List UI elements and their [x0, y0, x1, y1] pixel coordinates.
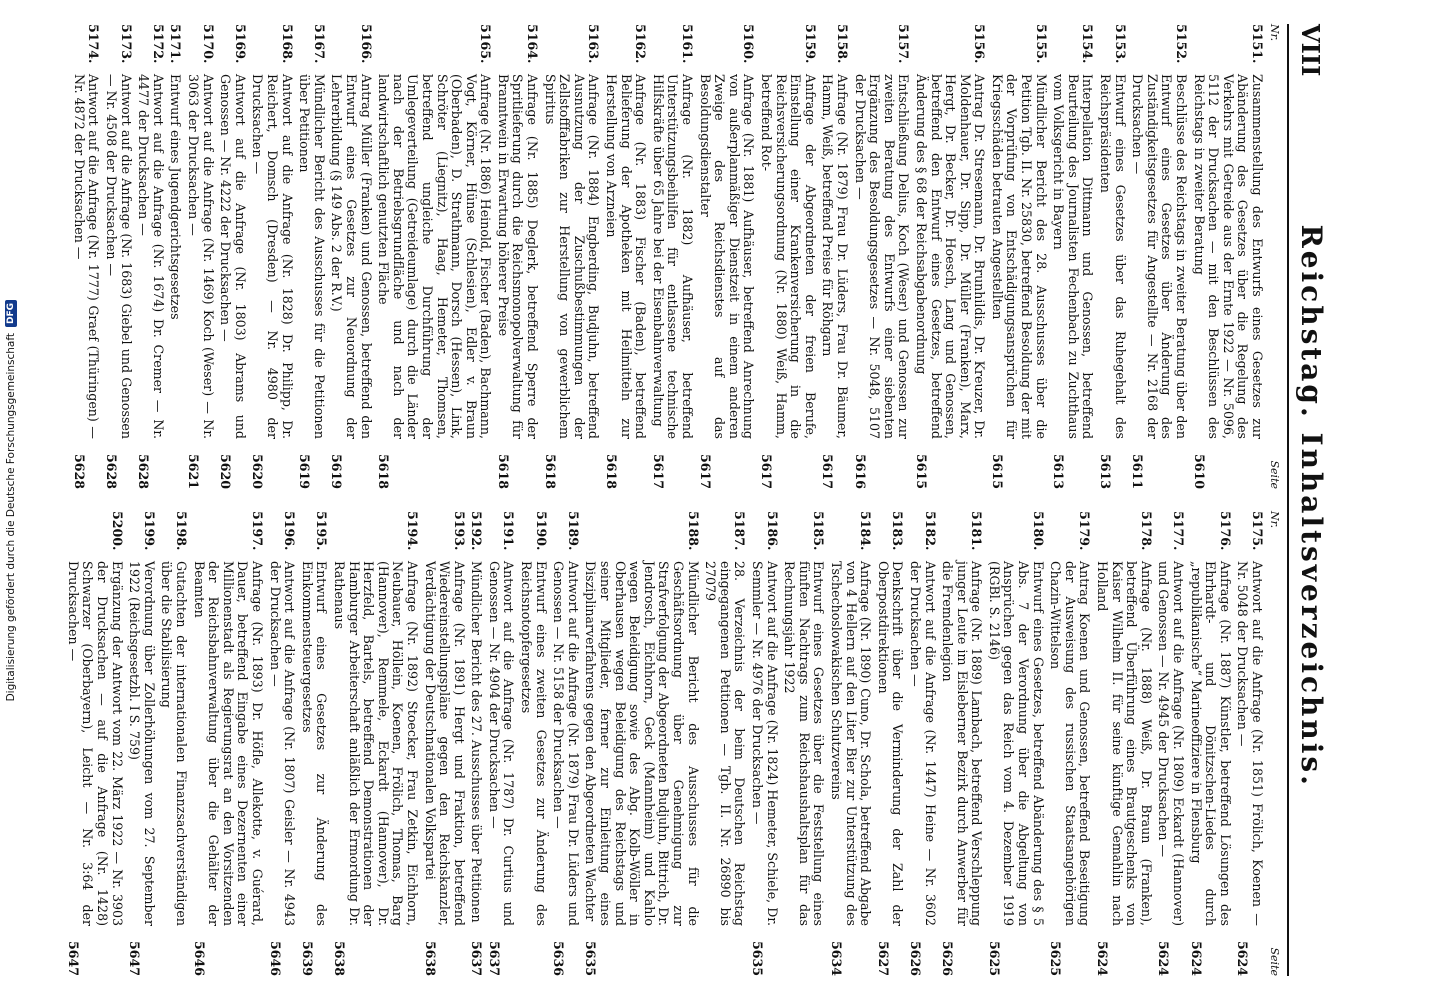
- page-reference: 5628: [71, 453, 87, 489]
- page-reference: 5637: [469, 940, 485, 976]
- page-reference: 5624: [1156, 940, 1172, 976]
- toc-entry: [469, 511, 484, 976]
- entry-number: 5190.: [533, 511, 549, 551]
- toc-entry: [986, 511, 1044, 976]
- entry-number: 5182.: [922, 511, 938, 551]
- entry-number: 5186.: [764, 511, 780, 551]
- entry-number: 5168.: [279, 24, 295, 64]
- column-head: [1268, 511, 1281, 976]
- toc-entry: [299, 511, 328, 976]
- entry-text: Anfrage (Nr. 1882) Aufhäuser, betreffend Unterstützungsbeihilfen für entlassene technische Hilfskräfte über 65 Jahre bei der Eisenbahnverwaltung: [650, 74, 696, 439]
- page-reference: 5613: [1098, 453, 1114, 489]
- toc-columns: [65, 24, 1281, 976]
- toc-entry: [267, 511, 296, 976]
- page-reference: 5646: [191, 940, 207, 976]
- entry-number: 5156.: [972, 24, 988, 64]
- page-reference: 5637: [486, 940, 502, 976]
- entry-text: Anfrage (Nr. 1879) Frau Dr. Lüders, Frau Dr. Bäumer, Hamm, Weiß, betreffend Preise für Röhgarn: [820, 74, 850, 439]
- toc-entry: [1156, 511, 1185, 976]
- entry-number: 5158.: [834, 24, 850, 64]
- entry-text: Entwurf eines Gesetzes über das Ruhegehalt des Reichspräsidenten: [1098, 74, 1128, 439]
- page-reference: 5647: [127, 940, 143, 976]
- toc-entry: [749, 511, 778, 976]
- entry-text: Antwort auf die Anfrage (Nr. 1469) Koch (Weser) — Nr. 3063 der Drucksachen —: [186, 74, 216, 439]
- entry-number: 5167.: [311, 24, 327, 64]
- entry-number: 5154.: [1080, 24, 1096, 64]
- entry-number: 5171.: [168, 24, 184, 64]
- toc-entry: [875, 511, 904, 976]
- dfg-footer: [0, 300, 20, 1000]
- page-reference: 5647: [65, 940, 81, 976]
- entry-number: 5188.: [685, 511, 701, 551]
- page-reference: 5620: [250, 453, 266, 489]
- toc-entry: [703, 511, 747, 976]
- entry-text: Entwurf eines zweiten Gesetzes zur Änderung des Reichsnotopfergesetzes: [519, 561, 549, 926]
- toc-entry: [1235, 511, 1264, 976]
- page-reference: 5638: [331, 940, 347, 976]
- page-reference: 5617: [697, 453, 713, 489]
- dfg-logo-icon: DFG: [5, 300, 17, 327]
- toc-entry: [519, 511, 548, 976]
- page-reference: 5624: [1188, 940, 1204, 976]
- entry-number: 5152.: [1174, 24, 1190, 64]
- entry-text: Interpellation Dittmann und Genossen, betreffend Beurteilung des Journalisten Fechenbach zu Zuchthaus vom Volksgericht in Bayern: [1051, 74, 1096, 439]
- entry-text: Antwort auf die Anfrage (Nr. 1807) Geisler — Nr. 4943 der Drucksachen —: [267, 561, 298, 926]
- entry-number: 5164.: [525, 24, 541, 64]
- toc-entry: [1094, 511, 1152, 976]
- entry-text: Antwort auf die Anfrage (Nr. 1777) Graef (Thüringen) — Nr. 4872 der Drucksachen —: [71, 74, 102, 439]
- entry-number: 5174.: [86, 24, 102, 64]
- toc-entry: [191, 511, 264, 976]
- toc-entry: [65, 511, 123, 976]
- entry-text: Anfrage (Nr. 1889) Lambach, betreffend Verschleppung junger Leute im Eisleberner Bezirk durch Anwerber für die Fremdenlegion: [940, 561, 985, 926]
- entry-text: Zusammenstellung des Entwurfs eines Gesetzes zur Abänderung des Gesetzes über die Regelung des Verkehrs mit Getreide aus der Ernte 1922 — Nr. 5096, 5112 der Drucksachen — mit den Beschlüssen des Reichstags in zweiter Beratung: [1191, 74, 1265, 439]
- entry-text: Antrag Dr. Stresemann, Dr. Brunhildis, Dr. Kreuzer, Dr. Moldenhauer, Dr. Sipp, Dr. Müller (Franken), Marx, Hergt, Dr. Becker, Dr. Hoesch, Lang und Genossen, betreffend den Entwurf eines Gesetzes, betreffend Änderung des § 68 der Reichsabgabenordnung: [913, 74, 988, 439]
- toc-entry: [820, 24, 849, 489]
- toc-entry: [989, 24, 1047, 489]
- entry-number: 5157.: [896, 24, 912, 64]
- toc-entry: [331, 511, 419, 976]
- entry-number: 5179.: [1077, 511, 1093, 551]
- entry-text: Antrag Koenen und Genossen, betreffend Beseitigung der Ausweisung des russischen Staatsangehörigen Chazin-Wittelson: [1048, 561, 1093, 926]
- entry-number: 5165.: [478, 24, 494, 64]
- toc-entry: [422, 511, 466, 976]
- toc-entry: [1048, 511, 1092, 976]
- entry-number: 5159.: [802, 24, 818, 64]
- toc-entry: [542, 24, 600, 489]
- entry-text: Anfrage (Nr. 1893) Dr. Höfle, Allekotte, v. Guérard, Dauer, betreffend Eingabe eines Dezernenten einer Millionenstadt als Regierungsrat an den Vorsitzenden der Reichsbahnverwaltung über die Gehälter der Beamten: [191, 561, 265, 926]
- entry-text: Anfrage (Nr. 1887) Künstler, betreffend Lösungen des Ehrhardt- und Dönitzschen-Liedes durch „republikanische“ Marineoffiziere in Flensburg: [1188, 561, 1233, 926]
- entry-number: 5173.: [118, 24, 134, 64]
- page-reference: 5635: [750, 940, 765, 976]
- entry-text: Entwurf eines Gesetzes, betreffend Abänderung des § 5 Abs. 7 der Verordnung über die Abgeltung von Ansprüchen gegen das Reich vom 4. Dezember 1919 (RGBl. S. 2146): [986, 561, 1046, 926]
- entry-number: 5192.: [469, 511, 485, 551]
- toc-entry: [940, 511, 984, 976]
- page-header: [1287, 24, 1328, 976]
- entry-number: 5189.: [565, 511, 581, 551]
- page-reference: 5627: [875, 940, 891, 976]
- entry-number: 5195.: [314, 511, 330, 551]
- entry-text: Antrag Müller (Franken) und Genossen, betreffend den Entwurf eines Gesetzes zur Neuordnung der Lehrerbildung (§ 149 Abs. 2 der R.V.): [329, 74, 374, 439]
- entry-text: Entschließung Delius, Koch (Weser) und Genossen zur zweiten Beratung des Entwurfs einer siebenten Ergänzung des Besoldungsgesetzes — Nr. 5048, 5107 der Drucksachen —: [852, 74, 912, 439]
- page-reference: 5616: [852, 453, 868, 489]
- entry-number: 5178.: [1138, 511, 1154, 551]
- entry-text: Anfrage (Nr. 1881) Aufhäuser, betreffend Anrechnung von außerplanmäßiger Dienstzeit in einem anderen Zweige des Reichsdienstes auf das Besoldungsdienstalter: [697, 74, 757, 439]
- entry-text: Entwurf eines Gesetzes zur Änderung des Einkommensteuergesetzes: [299, 561, 330, 926]
- toc-column-left: [71, 24, 1281, 489]
- toc-entry: [758, 24, 816, 489]
- seite-label: Seite: [1268, 947, 1281, 976]
- page-reference: 5618: [495, 453, 511, 489]
- entry-text: Denkschrift über die Verminderung der Zahl der Oberpostdirektionen: [875, 561, 906, 926]
- page-reference: 5639: [299, 940, 315, 976]
- toc-entry: [71, 24, 100, 489]
- entry-number: 5160.: [741, 24, 757, 64]
- entry-text: Anfrage (Nr. 1890) Cuno, Dr. Schola, betreffend Abgabe von 4 Hellern auf den Liter Bier zur Unterstützung des Tschechoslowakischen Schutzvereins: [828, 561, 874, 926]
- entry-number: 5185.: [811, 511, 827, 551]
- entry-text: Ergänzung der Antwort vom 22. März 1922 — Nr. 3903 der Drucksachen — auf die Anfrage (Nr. 1428) Schwarzer (Oberbayern), Leicht — Nr. 3:64 der Drucksachen —: [65, 561, 125, 926]
- page-reference: 5619: [329, 453, 345, 489]
- entry-number: 5200.: [109, 511, 125, 551]
- toc-entry: [1191, 24, 1264, 489]
- entry-number: 5163.: [586, 24, 602, 64]
- dfg-credit: Digitalisierung gefördert durch die Deutsche Forschungsgemeinschaft: [5, 333, 17, 702]
- entry-number: 5187.: [732, 511, 748, 551]
- toc-entry: [1130, 24, 1188, 489]
- entry-number: 5162.: [633, 24, 649, 64]
- entry-text: Mündlicher Bericht des 27. Ausschusses über Petitionen: [469, 561, 485, 923]
- toc-entry: [1051, 24, 1095, 489]
- page-reference: 5634: [828, 940, 844, 976]
- page-reference: 5610: [1191, 453, 1207, 489]
- entry-text: Antwort auf die Anfrage (Nr. 1824) Hemeter, Schiele, Dr. Semmler — Nr. 4976 der Drucksachen —: [750, 561, 780, 926]
- page-reference: 5617: [820, 453, 836, 489]
- toc-entry: [583, 511, 700, 976]
- entry-number: 5184.: [858, 511, 874, 551]
- entry-number: 5194.: [404, 511, 420, 551]
- toc-entry: [1188, 511, 1232, 976]
- entry-text: Anfrage (Nr. 1892) Stoecker, Frau Zetkin, Eichhorn, Neubauer, Höllein, Koenen, Frölich, Thomas, Barg (Hannover), Remmele, Eckardt (Hannover), Dr. Herzfeld, Bartels, betreffend Demonstrationen der Hamburger Arbeiterschaft anläßlich der Ermordung Dr. Rathenaus: [331, 561, 420, 926]
- entry-text: Mündlicher Bericht des 28. Ausschusses über die Petition Tgb. II. Nr. 25830, betreffend Besoldung der mit der Vorprüfung von Entschädigungsansprüchen für Kriegsschäden betrauten Angestellten: [989, 74, 1049, 439]
- entry-number: 5161.: [680, 24, 696, 64]
- page-reference: 5626: [907, 940, 923, 976]
- page-reference: 5615: [913, 453, 929, 489]
- page-reference: 5615: [989, 453, 1005, 489]
- toc-entry: [907, 511, 936, 976]
- entry-number: 5191.: [501, 511, 517, 551]
- page-reference: 5613: [1051, 453, 1067, 489]
- entry-text: Antwort auf die Anfrage (Nr. 1828) Dr. Philipp, Dr. Reichert, Domsch (Dresden) — Nr. 4980 der Drucksachen —: [250, 74, 295, 439]
- page-reference: 5636: [551, 940, 567, 976]
- toc-entry: [486, 511, 515, 976]
- toc-entry: [136, 24, 165, 489]
- page-reference: 5628: [136, 453, 152, 489]
- page-reference: 5628: [104, 453, 120, 489]
- toc-entry: [551, 511, 580, 976]
- page-reference: 5618: [604, 453, 620, 489]
- toc-entry: [495, 24, 539, 489]
- page-reference: 5646: [267, 940, 283, 976]
- entry-number: 5166.: [358, 24, 374, 64]
- toc-entry: [782, 511, 826, 976]
- seite-label: Seite: [1268, 460, 1281, 489]
- entry-number: 5170.: [200, 24, 216, 64]
- page-reference: 5619: [297, 453, 313, 489]
- toc-entry: [103, 24, 132, 489]
- entry-text: Antwort auf die Anfrage (Nr. 1851) Frölich, Koenen — Nr. 5048 der Drucksachen —: [1235, 561, 1265, 926]
- toc-entry: [329, 24, 373, 489]
- entry-text: 28. Verzeichnis der beim Deutschen Reichstag eingegangenen Petitionen — Tgb. II. Nr. 26890 bis 27079: [703, 561, 748, 926]
- entry-text: Antwort auf die Anfrage (Nr. 1683) Giebel und Genossen — Nr. 4508 der Drucksachen —: [104, 74, 134, 439]
- column-head: [1268, 24, 1281, 489]
- entry-text: Antwort auf die Anfrage (Nr. 1674) Dr. Cremer — Nr. 4477 der Drucksachen —: [136, 74, 166, 439]
- entry-text: Anfrage (Nr. 1883) Fischer (Baden), betreffend Belieferung der Apotheken mit Heilmitteln zur Herstellung von Arzneien: [604, 74, 649, 439]
- entry-text: Anfrage (Nr. 1885) Deglerk, betreffend Sperre der Spritlieferung durch die Reichsmonopolverwaltung für Branntwein in Erwartung höherer Preise: [495, 74, 541, 439]
- entry-number: 5198.: [174, 511, 190, 551]
- toc-entry: [828, 511, 872, 976]
- entry-number: 5183.: [890, 511, 906, 551]
- toc-entry: [603, 24, 647, 489]
- toc-entry: [650, 24, 694, 489]
- toc-entry: [697, 24, 755, 489]
- entry-number: 5196.: [282, 511, 298, 551]
- entry-text: Entwurf eines Gesetzes über die Feststellung eines fünften Nachtrags zum Reichshaushaltsplan für das Rechnungsjahr 1922: [782, 561, 827, 926]
- entry-text: Anfrage (Nr. 1884) Engberding, Budjuhn, betreffend Ausnutzung der Zuschußbestimmungen der Zellstofffabriken zur Herstellung von gewerblichem Spiritus: [542, 74, 602, 439]
- page-reference: 5617: [650, 453, 666, 489]
- entry-number: 5172.: [150, 24, 166, 64]
- entry-text: Verordnung über Zollerhöhungen vom 27. September 1922 (Reichsgesetzbl. I S. 759): [127, 561, 157, 926]
- toc-entry: [297, 24, 326, 489]
- page-reference: 5621: [186, 453, 202, 489]
- nr-label: Nr.: [1268, 24, 1281, 42]
- entry-number: 5199.: [141, 511, 157, 551]
- entry-text: Anfrage (Nr. 1888) Weiß, Dr. Braun (Franken), betreffend Überführung eines Brautgeschenks von Kaiser Wilhelm II. für seine künftige Gemahlin nach Holland: [1095, 561, 1154, 926]
- document-page: [62, 0, 1342, 1000]
- entry-number: 5177.: [1171, 511, 1187, 551]
- toc-entry: [913, 24, 986, 489]
- page-reference: 5625: [986, 940, 1002, 976]
- page-number-roman: VIII: [1296, 24, 1325, 77]
- toc-entry: [168, 24, 183, 489]
- entry-number: 5175.: [1250, 511, 1265, 551]
- entry-text: Beschlüsse des Reichstags in zweiter Beratung über den Entwurf eines Gesetzes über Änderung des Zuständigkeitsgesetzes für Angestellte — Nr. 2168 der Drucksachen —: [1130, 74, 1190, 439]
- entry-text: Antwort auf die Anfrage (Nr. 1787) Dr. Curtius und Genossen — Nr. 4904 der Drucksachen —: [486, 561, 517, 926]
- entry-text: Antwort auf die Anfrage (Nr. 1447) Heine — Nr. 3602 der Drucksachen —: [907, 561, 938, 926]
- toc-column-right: [65, 511, 1281, 976]
- entry-text: Anfrage der Abgeordneten der freien Berufe, Einstellung einer Krankenversicherung in die Reichsversicherungsordnung (Nr. 1880) Weiß, Hamm, betreffend Rot-: [759, 74, 818, 439]
- entry-text: Mündlicher Bericht des Ausschusses für die Geschäftsordnung über Genehmigung zur Strafverfolgung der Abgeordneten Budjuhn, Bittrich, Dr. Jendrosch, Eichhorn, Geck (Mannheim) und Kahlo wegen Beleidigung sowie des Abg. Kolb-Wöller in Oberhausen wegen Beleidigung des Reichstags und seiner Mitglieder, ferner zur Einleitung eines Disziplinarverfahrens gegen den Abgeordneten Wachter: [583, 561, 701, 926]
- toc-entry: [250, 24, 294, 489]
- page-reference: 5638: [422, 940, 438, 976]
- page-reference: 5624: [1235, 940, 1251, 976]
- entry-number: 5169.: [232, 24, 248, 64]
- entry-number: 5193.: [451, 511, 467, 551]
- page-title: Reichstag. Inhaltsverzeichnis.: [1295, 224, 1328, 788]
- toc-entry: [185, 24, 214, 489]
- page-reference: 5626: [940, 940, 956, 976]
- entry-number: 5197.: [250, 511, 265, 551]
- entry-text: Antwort auf die Anfrage (Nr. 1879) Frau Dr. Lüders und Genossen — Nr. 5158 der Drucksachen —: [551, 561, 581, 926]
- toc-entry: [1097, 24, 1126, 489]
- toc-entry: [159, 511, 188, 976]
- page-reference: 5625: [1048, 940, 1064, 976]
- toc-entry: [218, 24, 247, 489]
- nr-label: Nr.: [1268, 511, 1281, 529]
- entry-text: Anfrage (Nr. 1891) Hergt und Fraktion, betreffend Wiedereinstellungspläne gegen den Reichskanzler, Verdächtigung der Deutschnationalen Volkspartei: [422, 561, 467, 926]
- page-reference: 5618: [376, 453, 392, 489]
- entry-text: Mündlicher Bericht des Ausschusses für die Petitionen über Petitionen: [297, 74, 327, 439]
- entry-number: 5181.: [969, 511, 985, 551]
- page-reference: 5618: [542, 453, 558, 489]
- entry-text: Gutachten der internationalen Finanzsachverständigen über die Stabilisierung: [159, 561, 190, 926]
- entry-text: Anfrage (Nr. 1886) Heinold, Fischer (Baden), Bachmann, Vogt, Körner, Hünse (Schlesien), Edler v. Braun (Oberbaden), D. Strathmann, Dorsch (Hessen), Link, Schröter (Liegnitz), Haag, Hemeter, Thomsen, betreffend ungleiche Durchführung der Umlegeverteilung (Getreideumlage) durch die Länder nach der Betriebsgrundfläche und nach der landwirtschaftlich genutzten Fläche: [376, 74, 494, 439]
- page-reference: 5617: [759, 453, 774, 489]
- entry-text: Entwurf eines Jugendgerichtsgesetzes: [168, 74, 184, 320]
- entry-number: 5151.: [1250, 24, 1265, 64]
- entry-number: 5176.: [1217, 511, 1233, 551]
- entry-number: 5153.: [1112, 24, 1128, 64]
- entry-number: 5180.: [1030, 511, 1046, 551]
- page-reference: 5624: [1095, 940, 1111, 976]
- entry-text: Antwort auf die Anfrage (Nr. 1809) Eckardt (Hannover) und Genossen — Nr. 4945 der Drucksachen —: [1156, 561, 1187, 926]
- page-reference: 5620: [218, 453, 234, 489]
- toc-entry: [376, 24, 493, 489]
- toc-entry: [852, 24, 910, 489]
- toc-entry: [127, 511, 156, 976]
- page-reference: 5611: [1130, 453, 1146, 489]
- page-reference: 5635: [583, 940, 599, 976]
- entry-number: 5155.: [1033, 24, 1049, 64]
- entry-text: Antwort auf die Anfrage (Nr. 1803) Abrams und Genossen — Nr. 4222 der Drucksachen —: [218, 74, 248, 439]
